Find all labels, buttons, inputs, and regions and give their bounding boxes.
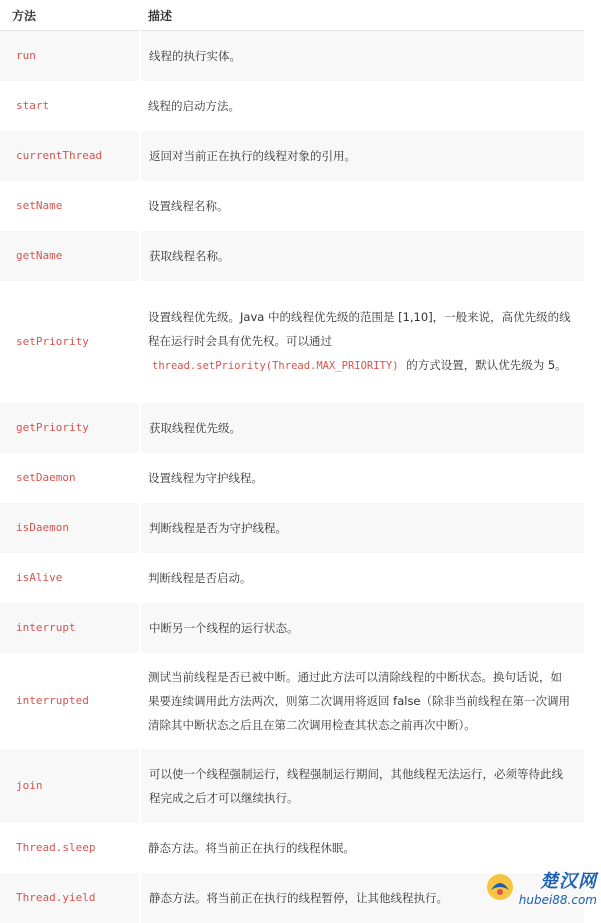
watermark-sub-text: hubei88.com (518, 893, 597, 907)
method-name: getPriority (0, 403, 140, 453)
method-name: setName (0, 181, 140, 231)
table-row (0, 131, 584, 181)
inline-code: thread.setPriority(Thread.MAX_PRIORITY) (152, 360, 399, 372)
method-name: Thread.sleep (0, 823, 140, 873)
method-description (140, 281, 584, 403)
method-description: 测试当前线程是否已被中断。通过此方法可以清除线程的中断状态。换句话说，如果要连续调用此方法两次，则第二次调用将返回 false（除非当前线程在第一次调用清除其中断状态之后且在第二次调用检查其状态之前再次中断）。 (140, 653, 584, 749)
method-description: 获取线程优先级。 (140, 403, 584, 453)
table-row (0, 31, 584, 81)
site-watermark (485, 867, 597, 907)
table-row (0, 749, 584, 823)
method-name: interrupted (0, 653, 140, 749)
header-method: 方法 (0, 0, 140, 31)
table-header-row (0, 0, 584, 31)
table-row (0, 231, 584, 281)
method-name: currentThread (0, 131, 140, 181)
method-name: join (0, 749, 140, 823)
method-description: 可以使一个线程强制运行，线程强制运行期间，其他线程无法运行，必须等待此线程完成之后才可以继续执行。 (140, 749, 584, 823)
method-name: isAlive (0, 553, 140, 603)
table-row (0, 823, 584, 873)
site-logo-icon (485, 872, 515, 902)
method-name: setPriority (0, 281, 140, 403)
method-description: 获取线程名称。 (140, 231, 584, 281)
table-row (0, 403, 584, 453)
method-description: 中断另一个线程的运行状态。 (140, 603, 584, 653)
method-description: 判断线程是否启动。 (140, 553, 584, 603)
method-name: setDaemon (0, 453, 140, 503)
table-row (0, 653, 584, 749)
method-description: 设置线程为守护线程。 (140, 453, 584, 503)
watermark-main-text: 楚汉网 (540, 871, 597, 892)
method-description: 线程的启动方法。 (140, 81, 584, 131)
method-description: 判断线程是否为守护线程。 (140, 503, 584, 553)
table-row (0, 81, 584, 131)
method-name: run (0, 31, 140, 81)
table-row (0, 503, 584, 553)
method-description: 线程的执行实体。 (140, 31, 584, 81)
table-row (0, 181, 584, 231)
method-description: 静态方法。将当前正在执行的线程暂停，让其他线程执行。 (140, 873, 584, 923)
table-row (0, 453, 584, 503)
method-description: 返回对当前正在执行的线程对象的引用。 (140, 131, 584, 181)
header-description: 描述 (140, 0, 584, 31)
table-row (0, 281, 584, 403)
method-description: 设置线程名称。 (140, 181, 584, 231)
method-name: interrupt (0, 603, 140, 653)
description-text: 的方式设置，默认优先级为 5。 (406, 358, 567, 372)
method-name: start (0, 81, 140, 131)
method-name: getName (0, 231, 140, 281)
table-row (0, 603, 584, 653)
table-row (0, 553, 584, 603)
method-description: 静态方法。将当前正在执行的线程休眠。 (140, 823, 584, 873)
description-text: 设置线程优先级。Java 中的线程优先级的范围是 [1,10]，一般来说，高优先级的线程在运行时会具有优先权。可以通过 (148, 310, 571, 348)
method-name: isDaemon (0, 503, 140, 553)
method-name: Thread.yield (0, 873, 140, 923)
